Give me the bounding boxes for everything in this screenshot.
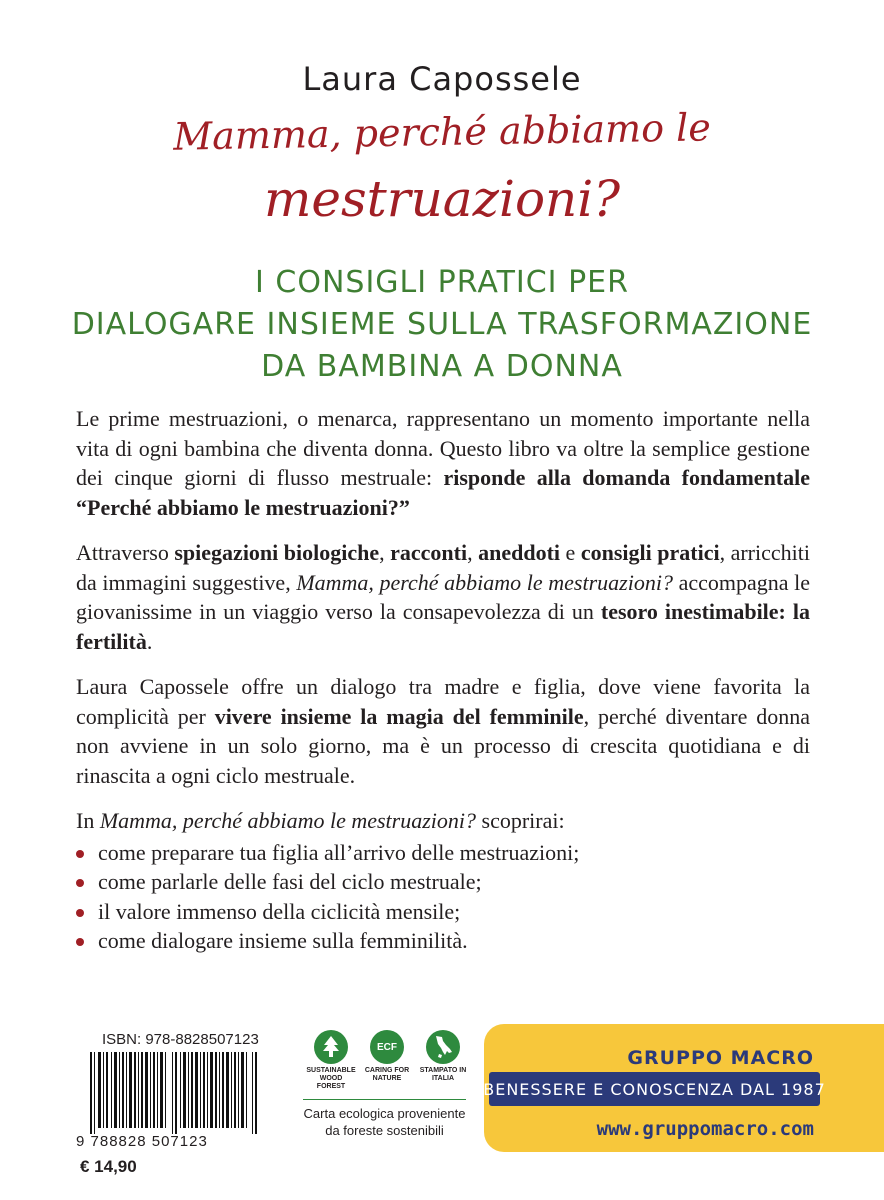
p1-bold: risponde alla domanda fondamentale “Perché abbiamo le mestruazioni?”	[76, 465, 811, 520]
list-item-text: il valore immenso della ciclicità mensile;	[98, 898, 461, 924]
badge-caption: SUSTAINABLE WOOD FOREST	[306, 1067, 356, 1090]
eco-badges	[305, 1030, 470, 1100]
blurb-paragraph-3	[76, 672, 810, 790]
badge-caption: STAMPATO IN ITALIA	[419, 1067, 467, 1082]
list-item	[76, 867, 810, 897]
p2-text: accompagna le giovanissime in un viaggio verso la consapevolezza di un	[76, 569, 811, 624]
author-name: Laura Capossele	[302, 60, 582, 98]
subtitle-line: I CONSIGLI PRATICI PER	[255, 265, 629, 300]
p2-text: Attraverso	[76, 540, 175, 565]
p2-bold: spiegazioni biologiche	[174, 540, 380, 565]
isbn-label: ISBN: 978-8828507123	[102, 1031, 259, 1048]
p2-bold: aneddoti	[478, 540, 561, 565]
p4-text: scoprirai:	[476, 808, 565, 833]
eco-divider	[303, 1099, 466, 1100]
book-subtitle	[0, 262, 884, 388]
p3-bold: vivere insieme la magia del femminile	[214, 703, 584, 729]
p2-text: , arricchiti da immagini suggestive,	[76, 540, 810, 595]
bullet-dot-icon	[76, 938, 84, 946]
blurb-paragraph-4	[76, 806, 810, 836]
barcode-digits: 9 788828 507123	[76, 1133, 208, 1150]
p2-text: .	[146, 628, 153, 654]
list-item-text: come dialogare insieme sulla femminilità.	[98, 928, 468, 953]
p2-bold: consigli pratici	[580, 540, 720, 565]
p4-text: In	[76, 808, 100, 833]
blurb-paragraph-1	[76, 404, 810, 522]
p2-text: e	[560, 540, 581, 565]
bullet-dot-icon	[76, 850, 84, 858]
ecf-label: ECF	[377, 1041, 397, 1053]
publisher-name: GRUPPO MACRO	[627, 1047, 814, 1069]
p3-text: , perché diventare donna non avviene in un solo giorno, ma è un processo di crescita quotidiana e di rinascita a ogni ciclo mestruale.	[76, 703, 810, 788]
barcode-icon	[76, 1052, 281, 1134]
badge-caption: CARING FOR NATURE	[364, 1067, 410, 1082]
price: € 14,90	[80, 1157, 137, 1176]
blurb-paragraph-2	[76, 538, 810, 656]
p1-text: Le prime mestruazioni, o menarca, rappresentano un momento importante nella vita di ogni bambina che diventa donna. Questo libro va oltre la semplice gestione dei cinque giorni di flusso mestruale:	[76, 406, 810, 490]
blurb	[76, 404, 810, 956]
badge-made-in-italy	[417, 1030, 469, 1083]
list-item	[76, 897, 810, 927]
subtitle-line: DA BAMBINA A DONNA	[261, 349, 623, 384]
badge-ecf	[361, 1030, 413, 1083]
list-item-text: come parlarle delle fasi del ciclo mestruale;	[98, 869, 482, 894]
ecf-icon	[370, 1030, 404, 1064]
list-item	[76, 838, 810, 868]
list-item	[76, 926, 810, 956]
p2-text: ,	[467, 540, 479, 565]
publisher-tagline: BENESSERE E CONOSCENZA DAL 1987	[489, 1072, 820, 1106]
p3-text: Laura Capossele offre un dialogo tra madre e figlia, dove viene favorita la complicità per	[76, 674, 810, 729]
book-title-line2: mestruazioni?	[263, 170, 621, 228]
bullet-dot-icon	[76, 909, 84, 917]
list-item-text: come preparare tua figlia all’arrivo delle mestruazioni;	[98, 839, 580, 865]
p2-text: ,	[379, 540, 391, 565]
book-title-line1: Mamma, perché abbiamo le	[172, 105, 712, 159]
p2-bold: racconti	[390, 540, 468, 565]
tree-icon	[314, 1030, 348, 1064]
italy-map-icon	[426, 1030, 460, 1064]
p2-bold: tesoro inestimabile: la fertilità	[76, 599, 810, 654]
p2-italic: Mamma, perché abbiamo le mestruazioni?	[296, 569, 673, 595]
bullet-list	[76, 838, 810, 956]
subtitle-line: DIALOGARE INSIEME SULLA TRASFORMAZIONE	[71, 307, 813, 342]
badge-sustainable-wood	[305, 1030, 357, 1091]
p4-italic: Mamma, perché abbiamo le mestruazioni?	[99, 808, 477, 833]
publisher-url[interactable]: www.gruppomacro.com	[596, 1118, 814, 1140]
barcode	[76, 1052, 281, 1134]
bullet-dot-icon	[76, 879, 84, 887]
eco-paper-note: Carta ecologica proveniente da foreste sostenibili	[303, 1106, 466, 1138]
